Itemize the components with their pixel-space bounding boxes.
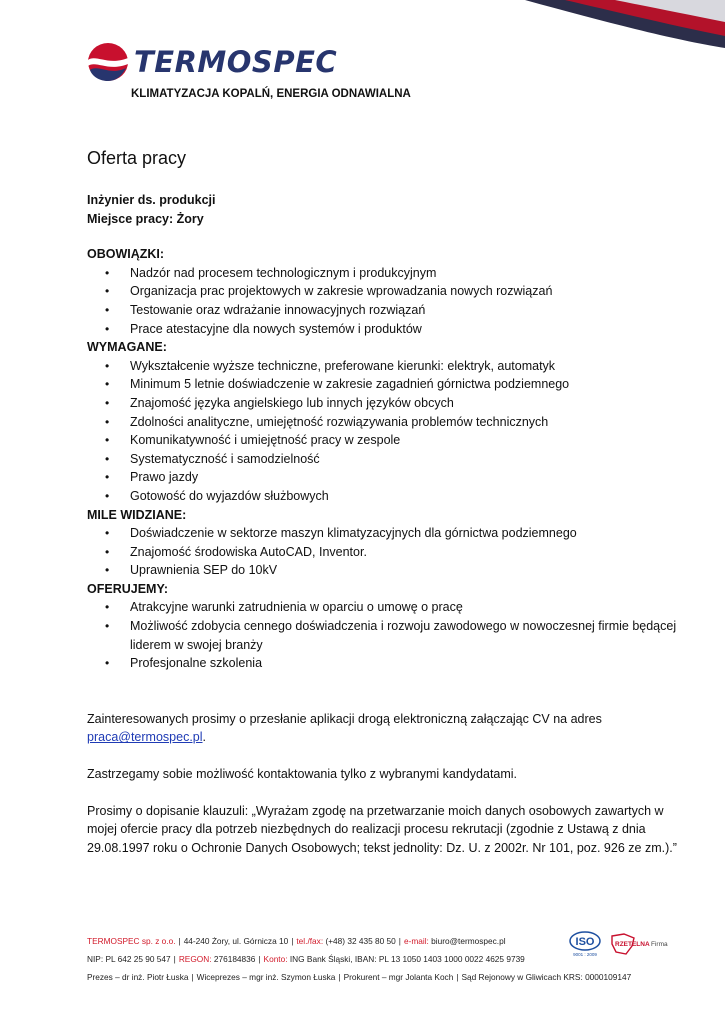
bullet-icon: • — [105, 526, 110, 541]
bullet-icon: • — [105, 395, 110, 410]
bullet-icon: • — [105, 488, 110, 503]
footer-line-1: TERMOSPEC sp. z o.o. | 44-240 Żory, ul. Górnicza 10 | tel./fax: (+48) 32 435 80 50 | e-mail: biuro@termospec.pl — [87, 936, 506, 946]
bullet-icon: • — [105, 563, 110, 578]
section-heading: OFERUJEMY: — [87, 581, 169, 596]
bullet-icon: • — [105, 600, 110, 615]
list-item: • Systematyczność i samodzielność — [87, 450, 677, 469]
bullet-icon: • — [105, 358, 110, 373]
list-item: • Komunikatywność i umiejętność pracy w zespole — [87, 431, 677, 450]
section-nice-to-have — [87, 506, 677, 580]
gdpr-clause: Prosimy o dopisanie klauzuli: „Wyrażam zgodę na przetwarzanie moich danych osobowych zawartych w mojej ofercie pracy dla potrzeb niezbędnych do realizacji procesu rekrutacji (zgodnie z Ustawą z dnia 29.08.1997 roku o Ochronie Danych Osobowych; tekst jednolity: Dz. U. z 2002r. Nr 101, poz. 926 ze zm.).” — [87, 803, 677, 855]
list-item: • Zdolności analityczne, umiejętność rozwiązywania problemów technicznych — [87, 413, 677, 432]
footer-email[interactable]: biuro@termospec.pl — [431, 936, 506, 946]
bullet-icon: • — [105, 619, 110, 634]
svg-text:ISO: ISO — [575, 936, 595, 948]
section-offer — [87, 580, 677, 673]
list-item: • Wykształcenie wyższe techniczne, preferowane kierunki: elektryk, automatyk — [87, 357, 677, 376]
svg-text:9001 : 2009: 9001 : 2009 — [573, 952, 597, 957]
list-item: • Uprawnienia SEP do 10kV — [87, 561, 677, 580]
footer-line-3: Prezes – dr inż. Piotr Łuska | Wiceprezes – mgr inż. Szymon Łuska | Prokurent – mgr Jolanta Koch | Sąd Rejonowy w Gliwicach KRS: 0000109147 — [87, 972, 632, 982]
bullet-icon: • — [105, 544, 110, 559]
apply-email-link[interactable]: praca@termospec.pl — [87, 730, 203, 745]
company-tagline: KLIMATYZACJA KOPALŃ, ENERGIA ODNAWIALNA — [131, 88, 411, 100]
svg-text:Firma: Firma — [651, 941, 668, 948]
footer-line-2: NIP: PL 642 25 90 547 | REGON: 276184836 | Konto: ING Bank Śląski, IBAN: PL 13 1050 1403 1000 0022 4625 9739 — [87, 954, 525, 964]
job-location: Miejsce pracy: Żory — [87, 211, 204, 226]
bullet-icon: • — [105, 656, 110, 671]
list-item: • Atrakcyjne warunki zatrudnienia w oparciu o umowę o pracę — [87, 598, 677, 617]
svg-text:RZETELNA: RZETELNA — [615, 941, 650, 948]
bullet-icon: • — [105, 451, 110, 466]
bullet-icon: • — [105, 470, 110, 485]
bullet-icon: • — [105, 414, 110, 429]
rzetelna-firma-badge-icon — [610, 932, 674, 956]
job-position: Inżynier ds. produkcji — [87, 193, 216, 207]
list-item: • Organizacja prac projektowych w zakresie wprowadzania nowych rozwiązań — [87, 282, 677, 301]
list-item: • Minimum 5 letnie doświadczenie w zakresie zagadnień górnictwa podziemnego — [87, 375, 677, 394]
list-item: • Znajomość języka angielskiego lub innych języków obcych — [87, 394, 677, 413]
termospec-logo-icon — [86, 42, 130, 82]
section-heading: OBOWIĄZKI: — [87, 247, 165, 262]
apply-instructions: Zainteresowanych prosimy o przesłanie aplikacji drogą elektroniczną załączając CV na adres praca@termospec.pl. — [87, 711, 602, 745]
section-heading: WYMAGANE: — [87, 340, 167, 355]
bullet-icon: • — [105, 377, 110, 392]
section-heading: MILE WIDZIANE: — [87, 507, 187, 522]
contact-note: Zastrzegamy sobie możliwość kontaktowania tylko z wybranymi kandydatami. — [87, 767, 518, 782]
list-item: • Testowanie oraz wdrażanie innowacyjnych rozwiązań — [87, 301, 677, 320]
corner-swoosh-graphic — [525, 0, 725, 60]
list-item: • Możliwość zdobycia cennego doświadczenia i rozwoju zawodowego w nowoczesnej firmie będącej liderem w swojej branży — [105, 619, 677, 652]
section-duties — [87, 245, 677, 338]
bullet-icon: • — [105, 433, 110, 448]
page-title: Oferta pracy — [87, 148, 187, 168]
list-item: • Prace atestacyjne dla nowych systemów i produktów — [87, 320, 677, 339]
list-item: • Znajomość środowiska AutoCAD, Inventor. — [87, 543, 677, 562]
brand-name: TERMOSPEC — [134, 45, 338, 79]
list-item: • Prawo jazdy — [87, 468, 677, 487]
list-item: • Doświadczenie w sektorze maszyn klimatyzacyjnych dla górnictwa podziemnego — [87, 524, 677, 543]
list-item: • Gotowość do wyjazdów służbowych — [87, 487, 677, 506]
job-offer-content — [87, 147, 677, 857]
bullet-icon: • — [105, 284, 110, 299]
list-item: • Profesjonalne szkolenia — [87, 654, 677, 673]
list-item: • Nadzór nad procesem technologicznym i produkcyjnym — [87, 264, 677, 283]
bullet-icon: • — [105, 265, 110, 280]
company-logo — [86, 40, 376, 84]
iso-certification-icon — [568, 930, 602, 958]
section-requirements — [87, 338, 677, 505]
bullet-icon: • — [105, 321, 110, 336]
bullet-icon: • — [105, 302, 110, 317]
